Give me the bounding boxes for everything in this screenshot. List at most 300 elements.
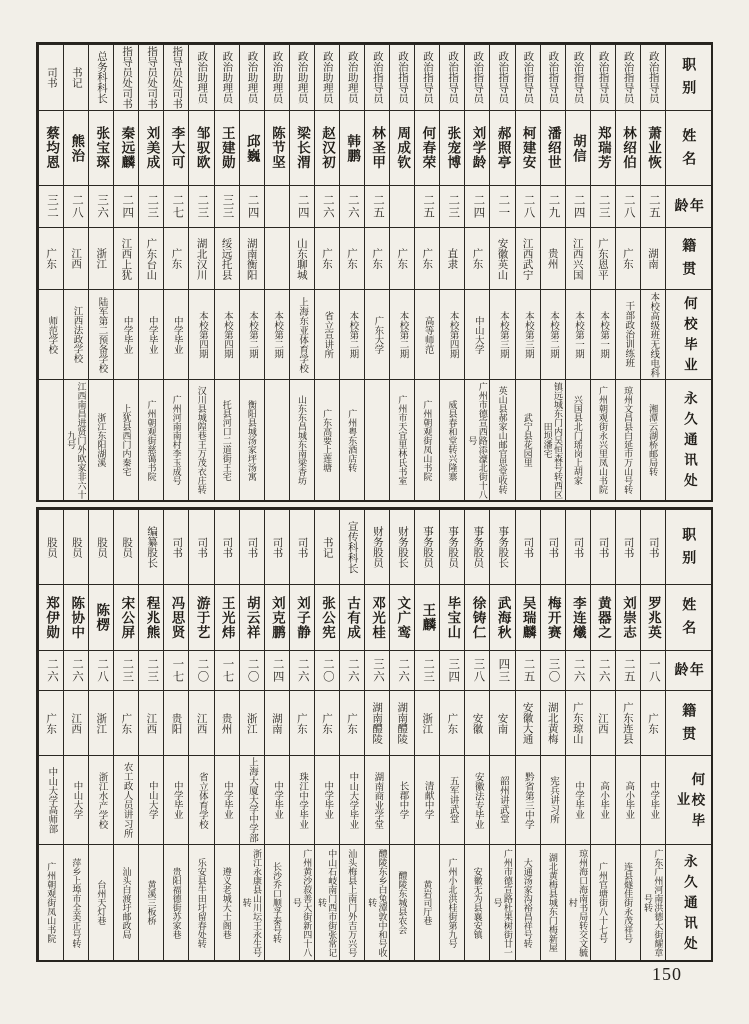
cell-age: 二四: [464, 185, 489, 227]
cell-position: 事务股员: [464, 509, 489, 584]
cell-position: 司书: [289, 509, 314, 584]
cell-age: 二六: [314, 185, 339, 227]
cell-school: 上海东亚体育学校: [289, 289, 314, 379]
cell-age: 二八: [515, 185, 540, 227]
cell-name: 王建勋: [214, 110, 239, 185]
cell-origin: 广东恩平: [590, 227, 615, 289]
cell-address: 广州官塘街八十七号: [590, 844, 615, 960]
cell-school: 中学毕业: [640, 755, 665, 844]
cell-origin: 广东: [389, 227, 414, 289]
cell-name: 何春荣: [414, 110, 439, 185]
cell-origin: 广东: [640, 690, 665, 755]
cell-origin: 安徽: [464, 690, 489, 755]
cell-position: 司书: [214, 509, 239, 584]
cell-name: 王麟: [414, 584, 439, 650]
cell-name: 古有成: [339, 584, 364, 650]
cell-position: 司书: [239, 509, 264, 584]
cell-address: 托县河口二道街王宅: [214, 379, 239, 500]
cell-name: 梅开赛: [540, 584, 565, 650]
cell-age: 二三: [439, 185, 464, 227]
cell-position: 政治助理员: [239, 44, 264, 110]
cell-origin: 广东: [163, 227, 188, 289]
cell-address: 广州小北洪桂街第九号: [439, 844, 464, 960]
cell-position: 政治助理员: [339, 44, 364, 110]
cell-school: 本校第二期: [339, 289, 364, 379]
cell-position: 司书: [640, 509, 665, 584]
cell-address: 浙江永康县山川坛王永生号转: [239, 844, 264, 960]
cell-name: 林圣甲: [364, 110, 389, 185]
cell-name: 刘崇志: [615, 584, 640, 650]
cell-age: 三〇: [540, 650, 565, 690]
cell-address: 安徽无为县襄安镇: [464, 844, 489, 960]
cell-school: 中学毕业: [214, 755, 239, 844]
cell-school: 陆军第二预备学校: [88, 289, 113, 379]
cell-origin: 贵州: [540, 227, 565, 289]
cell-address: 汉川县城隍巷王万茂衣庄转: [188, 379, 213, 500]
cell-name: 林绍伯: [615, 110, 640, 185]
cell-position: 指导员处司书: [138, 44, 163, 110]
cell-position: 股员: [63, 509, 88, 584]
cell-age: [264, 185, 289, 227]
cell-school: 高等师范: [414, 289, 439, 379]
cell-name: 徐铸仁: [464, 584, 489, 650]
personnel-table-lower: [36, 507, 713, 962]
cell-age: 二六: [590, 650, 615, 690]
cell-school: 中山大学高师部: [38, 755, 63, 844]
cell-name: 武海秋: [489, 584, 514, 650]
cell-name: 潘绍世: [540, 110, 565, 185]
cell-position: 事务股员: [439, 509, 464, 584]
cell-origin: 浙江: [88, 227, 113, 289]
cell-address: 英山县郝家山邮官思堂收转: [489, 379, 514, 500]
cell-origin: 江西上犹: [113, 227, 138, 289]
cell-name: 萧业恢: [640, 110, 665, 185]
cell-origin: 广东连县: [615, 690, 640, 755]
column-header-origin: 籍贯: [665, 227, 711, 289]
cell-origin: 江西: [63, 690, 88, 755]
column-header-position: 职别: [665, 44, 711, 110]
cell-origin: 绥远托县: [214, 227, 239, 289]
cell-age: 三三: [214, 185, 239, 227]
cell-age: 二六: [339, 650, 364, 690]
cell-position: 指导员处司书: [163, 44, 188, 110]
cell-origin: 湖北黄梅: [540, 690, 565, 755]
cell-position: 政治助理员: [264, 44, 289, 110]
cell-age: 二六: [289, 650, 314, 690]
cell-school: 中学毕业: [264, 755, 289, 844]
cell-school: 农工政人员讲习所: [113, 755, 138, 844]
cell-age: 二一: [489, 185, 514, 227]
cell-origin: 江西武宁: [515, 227, 540, 289]
cell-name: 邱巍: [239, 110, 264, 185]
cell-address: 威县春和堂转兴隆寨: [439, 379, 464, 500]
cell-school: 黔省第三中学: [515, 755, 540, 844]
cell-address: 台州天灯巷: [88, 844, 113, 960]
cell-position: 政治指导员: [414, 44, 439, 110]
cell-address: 广州朝观街凤山书院: [38, 844, 63, 960]
cell-origin: 江西: [188, 690, 213, 755]
cell-age: 二〇: [239, 650, 264, 690]
cell-name: 郝照亭: [489, 110, 514, 185]
cell-position: 司书: [565, 509, 590, 584]
cell-address: 中山石岐南门西市街张常记转: [314, 844, 339, 960]
cell-origin: 广东: [339, 227, 364, 289]
cell-position: 司书: [38, 44, 63, 110]
cell-age: 三二: [38, 185, 63, 227]
cell-position: 政治指导员: [640, 44, 665, 110]
cell-position: 政治指导员: [515, 44, 540, 110]
cell-position: 司书: [590, 509, 615, 584]
cell-address: 乐安县牛田圩留春处转: [188, 844, 213, 960]
cell-school: 本校第一期: [590, 289, 615, 379]
cell-school: 上海大厦大学中学部: [239, 755, 264, 844]
cell-school: 本校第三期: [515, 289, 540, 379]
cell-name: 黄器之: [590, 584, 615, 650]
cell-name: 郑瑞芳: [590, 110, 615, 185]
column-header-address: 永久通讯处: [665, 379, 711, 500]
cell-name: 刘克鹏: [264, 584, 289, 650]
cell-position: 政治指导员: [364, 44, 389, 110]
cell-school: 五军讲武堂: [439, 755, 464, 844]
cell-name: 周成钦: [389, 110, 414, 185]
cell-age: 二四: [264, 650, 289, 690]
cell-school: 长郡中学: [389, 755, 414, 844]
cell-position: 股员: [113, 509, 138, 584]
cell-name: 吴瑞麟: [515, 584, 540, 650]
cell-address: 广州河南南村李玉成号: [163, 379, 188, 500]
cell-origin: 广东: [314, 227, 339, 289]
cell-position: 政治指导员: [389, 44, 414, 110]
cell-name: 李大可: [163, 110, 188, 185]
cell-origin: 广东: [464, 227, 489, 289]
cell-address: 浙江东阳湖溪: [88, 379, 113, 500]
cell-origin: 贵阳: [163, 690, 188, 755]
cell-origin: 湖南: [640, 227, 665, 289]
cell-school: 高小毕业: [590, 755, 615, 844]
cell-school: 本校第一期: [565, 289, 590, 379]
cell-address: 武宁县花园里: [515, 379, 540, 500]
cell-age: 二六: [339, 185, 364, 227]
cell-name: 张宠博: [439, 110, 464, 185]
cell-address: 汕头梅县上南门外吉万兴号: [339, 844, 364, 960]
cell-school: 珠江中学毕业: [289, 755, 314, 844]
cell-school: 湖南商业学堂: [364, 755, 389, 844]
cell-origin: 广东: [38, 227, 63, 289]
cell-school: 广东大学: [364, 289, 389, 379]
cell-origin: 湖南醴陵: [389, 690, 414, 755]
cell-position: 编纂股长: [138, 509, 163, 584]
cell-position: 政治指导员: [489, 44, 514, 110]
cell-age: 二六: [389, 650, 414, 690]
cell-position: 司书: [188, 509, 213, 584]
cell-age: 三八: [464, 650, 489, 690]
cell-school: 本校第二期: [264, 289, 289, 379]
cell-name: 张宝琛: [88, 110, 113, 185]
cell-school: 本校第四期: [188, 289, 213, 379]
cell-age: 二四: [289, 185, 314, 227]
cell-age: 二三: [138, 185, 163, 227]
cell-name: 郑伊勋: [38, 584, 63, 650]
cell-address: [38, 379, 63, 500]
cell-address: 广东广州河南洪德大街耀章号转: [640, 844, 665, 960]
cell-position: 政治指导员: [464, 44, 489, 110]
cell-position: 政治助理员: [214, 44, 239, 110]
cell-name: 胡云祥: [239, 584, 264, 650]
cell-name: 熊治: [63, 110, 88, 185]
cell-address: 醴陵东乡白兔潭敦中和号收转: [364, 844, 389, 960]
cell-address: 衡阳县城汤家坪汤寓: [239, 379, 264, 500]
cell-address: 广州朝观街凤山书院: [414, 379, 439, 500]
cell-name: 陈节坚: [264, 110, 289, 185]
cell-address: 镇远城东门内吴恒森号转西区田坝潘宅: [540, 379, 565, 500]
cell-address: [364, 379, 389, 500]
cell-origin: 浙江: [239, 690, 264, 755]
column-header-school: 何校毕业: [665, 755, 711, 844]
cell-age: 三六: [88, 185, 113, 227]
cell-position: 政治助理员: [289, 44, 314, 110]
cell-school: 本校第二期: [540, 289, 565, 379]
cell-address: 醴陵东城县农会: [389, 844, 414, 960]
cell-origin: 广东: [615, 227, 640, 289]
cell-name: 毕宝山: [439, 584, 464, 650]
cell-school: 浙江水产学校: [88, 755, 113, 844]
cell-name: 柯建安: [515, 110, 540, 185]
cell-origin: 浙江: [414, 690, 439, 755]
cell-position: 司书: [515, 509, 540, 584]
cell-school: 省立宣讲所: [314, 289, 339, 379]
cell-position: 财务股长: [389, 509, 414, 584]
cell-address: 汕头白渡圩邮政局: [113, 844, 138, 960]
cell-age: 二六: [565, 650, 590, 690]
cell-name: 韩鹏: [339, 110, 364, 185]
cell-origin: 广东台山: [138, 227, 163, 289]
cell-origin: 直隶: [439, 227, 464, 289]
cell-age: 一七: [163, 650, 188, 690]
cell-position: 司书: [540, 509, 565, 584]
cell-origin: 江西: [63, 227, 88, 289]
cell-name: 蔡均恩: [38, 110, 63, 185]
cell-position: 书记: [63, 44, 88, 110]
cell-age: 二五: [414, 185, 439, 227]
cell-school: 中山大学: [138, 755, 163, 844]
cell-age: 二三: [188, 185, 213, 227]
cell-address: 广州朝观街永兴里凤山书院: [590, 379, 615, 500]
cell-school: 中学毕业: [113, 289, 138, 379]
cell-name: 刘子静: [289, 584, 314, 650]
cell-origin: 湖南醴陵: [364, 690, 389, 755]
cell-age: 二四: [565, 185, 590, 227]
cell-position: 政治指导员: [615, 44, 640, 110]
cell-origin: 江西: [138, 690, 163, 755]
cell-school: 江西法政学校: [63, 289, 88, 379]
cell-origin: 浙江: [88, 690, 113, 755]
cell-position: 司书: [264, 509, 289, 584]
cell-address: 湘潭云湖桥邮局转: [640, 379, 665, 500]
cell-position: 财务股员: [364, 509, 389, 584]
cell-origin: 广东琼山: [565, 690, 590, 755]
cell-address: 湖北黄梅县城东门梅新屋: [540, 844, 565, 960]
cell-school: 中学毕业: [163, 755, 188, 844]
cell-origin: 广东: [113, 690, 138, 755]
cell-position: 政治助理员: [314, 44, 339, 110]
cell-origin: 湖南衡阳: [239, 227, 264, 289]
cell-address: 萍乡上埠市全美正号转: [63, 844, 88, 960]
cell-origin: 广东: [439, 690, 464, 755]
cell-address: 兴国县北门瑶岗上胡家: [565, 379, 590, 500]
cell-position: 书记: [314, 509, 339, 584]
cell-origin: 安徽大通: [515, 690, 540, 755]
cell-age: 二六: [63, 650, 88, 690]
cell-address: 上犹县西门内秦宅: [113, 379, 138, 500]
cell-school: 中学毕业: [138, 289, 163, 379]
cell-position: 政治助理员: [188, 44, 213, 110]
cell-school: 本校第四期: [439, 289, 464, 379]
cell-position: 股员: [38, 509, 63, 584]
column-header-origin: 籍贯: [665, 690, 711, 755]
cell-position: 政治指导员: [540, 44, 565, 110]
cell-school: 本校第二期: [239, 289, 264, 379]
cell-age: 二〇: [314, 650, 339, 690]
cell-age: 二四: [239, 185, 264, 227]
cell-position: 司书: [615, 509, 640, 584]
cell-position: 司书: [163, 509, 188, 584]
cell-school: 中山大学: [464, 289, 489, 379]
cell-name: 刘美成: [138, 110, 163, 185]
cell-age: 三四: [439, 650, 464, 690]
cell-origin: 安南: [489, 690, 514, 755]
cell-age: 三六: [364, 650, 389, 690]
cell-address: 连县燧佳街永茂祥号: [615, 844, 640, 960]
cell-origin: [264, 227, 289, 289]
cell-address: 贵阳福德街苏家巷: [163, 844, 188, 960]
cell-school: 师范学校: [38, 289, 63, 379]
cell-age: 二〇: [188, 650, 213, 690]
cell-name: 程兆熊: [138, 584, 163, 650]
cell-origin: 广东: [289, 690, 314, 755]
cell-address: [264, 379, 289, 500]
cell-age: 二五: [515, 650, 540, 690]
cell-school: 韶州讲武堂: [489, 755, 514, 844]
cell-address: 琼州海口海南书局转交文毓村: [565, 844, 590, 960]
cell-origin: 安徽英山: [489, 227, 514, 289]
cell-name: 邓光桂: [364, 584, 389, 650]
column-header-school: 何校毕业: [665, 289, 711, 379]
cell-name: 刘学龄: [464, 110, 489, 185]
cell-position: 宣传科科长: [339, 509, 364, 584]
personnel-table-upper: [36, 42, 713, 502]
column-header-address: 永久通讯处: [665, 844, 711, 960]
cell-age: 二三: [590, 185, 615, 227]
cell-age: 四三: [489, 650, 514, 690]
cell-position: 政治指导员: [590, 44, 615, 110]
cell-age: 二三: [414, 650, 439, 690]
cell-position: 政治指导员: [439, 44, 464, 110]
cell-school: 清献中学: [414, 755, 439, 844]
cell-origin: 湖北汉川: [188, 227, 213, 289]
cell-address: 琼州文昌县白延市万山号转: [615, 379, 640, 500]
cell-school: 本校第三期: [489, 289, 514, 379]
cell-school: 中学毕业: [314, 755, 339, 844]
cell-name: 游于艺: [188, 584, 213, 650]
cell-school: 安徽法专毕业: [464, 755, 489, 844]
cell-position: 股员: [88, 509, 113, 584]
cell-age: 二七: [163, 185, 188, 227]
cell-position: 事务股员: [414, 509, 439, 584]
cell-origin: 江西: [590, 690, 615, 755]
cell-position: 事务股长: [489, 509, 514, 584]
cell-age: [389, 185, 414, 227]
cell-school: 干部政治训练班: [615, 289, 640, 379]
cell-address: 广州黄沙菽善大街新四十八号: [289, 844, 314, 960]
cell-name: 梁长渭: [289, 110, 314, 185]
cell-name: 冯思贤: [163, 584, 188, 650]
cell-school: 本校高级班无线电科: [640, 289, 665, 379]
cell-name: 胡信: [565, 110, 590, 185]
column-header-position: 职别: [665, 509, 711, 584]
cell-origin: 广东: [339, 690, 364, 755]
cell-name: 宋公屏: [113, 584, 138, 650]
cell-age: 二五: [615, 650, 640, 690]
cell-position: 政治指导员: [565, 44, 590, 110]
cell-age: 二六: [38, 650, 63, 690]
cell-origin: 广东: [414, 227, 439, 289]
cell-origin: 湖南: [264, 690, 289, 755]
cell-address: 广州粤东酒店转: [339, 379, 364, 500]
cell-address: 广州朝观街慈蔼书院: [138, 379, 163, 500]
cell-name: 文广鸾: [389, 584, 414, 650]
column-header-age: 年龄: [665, 185, 711, 227]
cell-address: 江西南昌进贤门外欧家非六十九号: [63, 379, 88, 500]
cell-name: 秦远麟: [113, 110, 138, 185]
cell-name: 张公宪: [314, 584, 339, 650]
cell-school: 中学毕业: [565, 755, 590, 844]
cell-school: 中山大学毕业: [339, 755, 364, 844]
cell-address: 黄岩司厅巷: [414, 844, 439, 960]
column-header-name: 姓名: [665, 584, 711, 650]
cell-name: 陈楞: [88, 584, 113, 650]
cell-school: 高小毕业: [615, 755, 640, 844]
cell-address: 广州市德宣西路添濠北街十八号: [464, 379, 489, 500]
cell-origin: 贵州: [214, 690, 239, 755]
cell-age: 一八: [640, 650, 665, 690]
cell-school: 本校第四期: [214, 289, 239, 379]
cell-school: 省立体育学校: [188, 755, 213, 844]
cell-position: 指导员处司书: [113, 44, 138, 110]
cell-school: 中学毕业: [163, 289, 188, 379]
column-header-age: 年龄: [665, 650, 711, 690]
cell-origin: 山东聊城: [289, 227, 314, 289]
cell-age: 二五: [364, 185, 389, 227]
cell-age: 一七: [214, 650, 239, 690]
cell-address: 山东东昌城东南梁香坊: [289, 379, 314, 500]
cell-age: 二九: [540, 185, 565, 227]
cell-address: 黄溪三板桥: [138, 844, 163, 960]
cell-name: 赵汉初: [314, 110, 339, 185]
cell-origin: 广东: [364, 227, 389, 289]
cell-address: 遵义老城大士阁巷: [214, 844, 239, 960]
cell-age: 二八: [88, 650, 113, 690]
cell-school: 本校第二期: [389, 289, 414, 379]
page-number: 150: [652, 964, 682, 984]
cell-age: 二八: [615, 185, 640, 227]
cell-address: 长沙乔口顺孚泰号转: [264, 844, 289, 960]
cell-origin: 广东: [38, 690, 63, 755]
cell-age: 二四: [113, 185, 138, 227]
cell-name: 王光炜: [214, 584, 239, 650]
cell-age: 二五: [640, 185, 665, 227]
cell-address: 大通汤家沟裕昌祥号转: [515, 844, 540, 960]
cell-school: 中山大学: [63, 755, 88, 844]
